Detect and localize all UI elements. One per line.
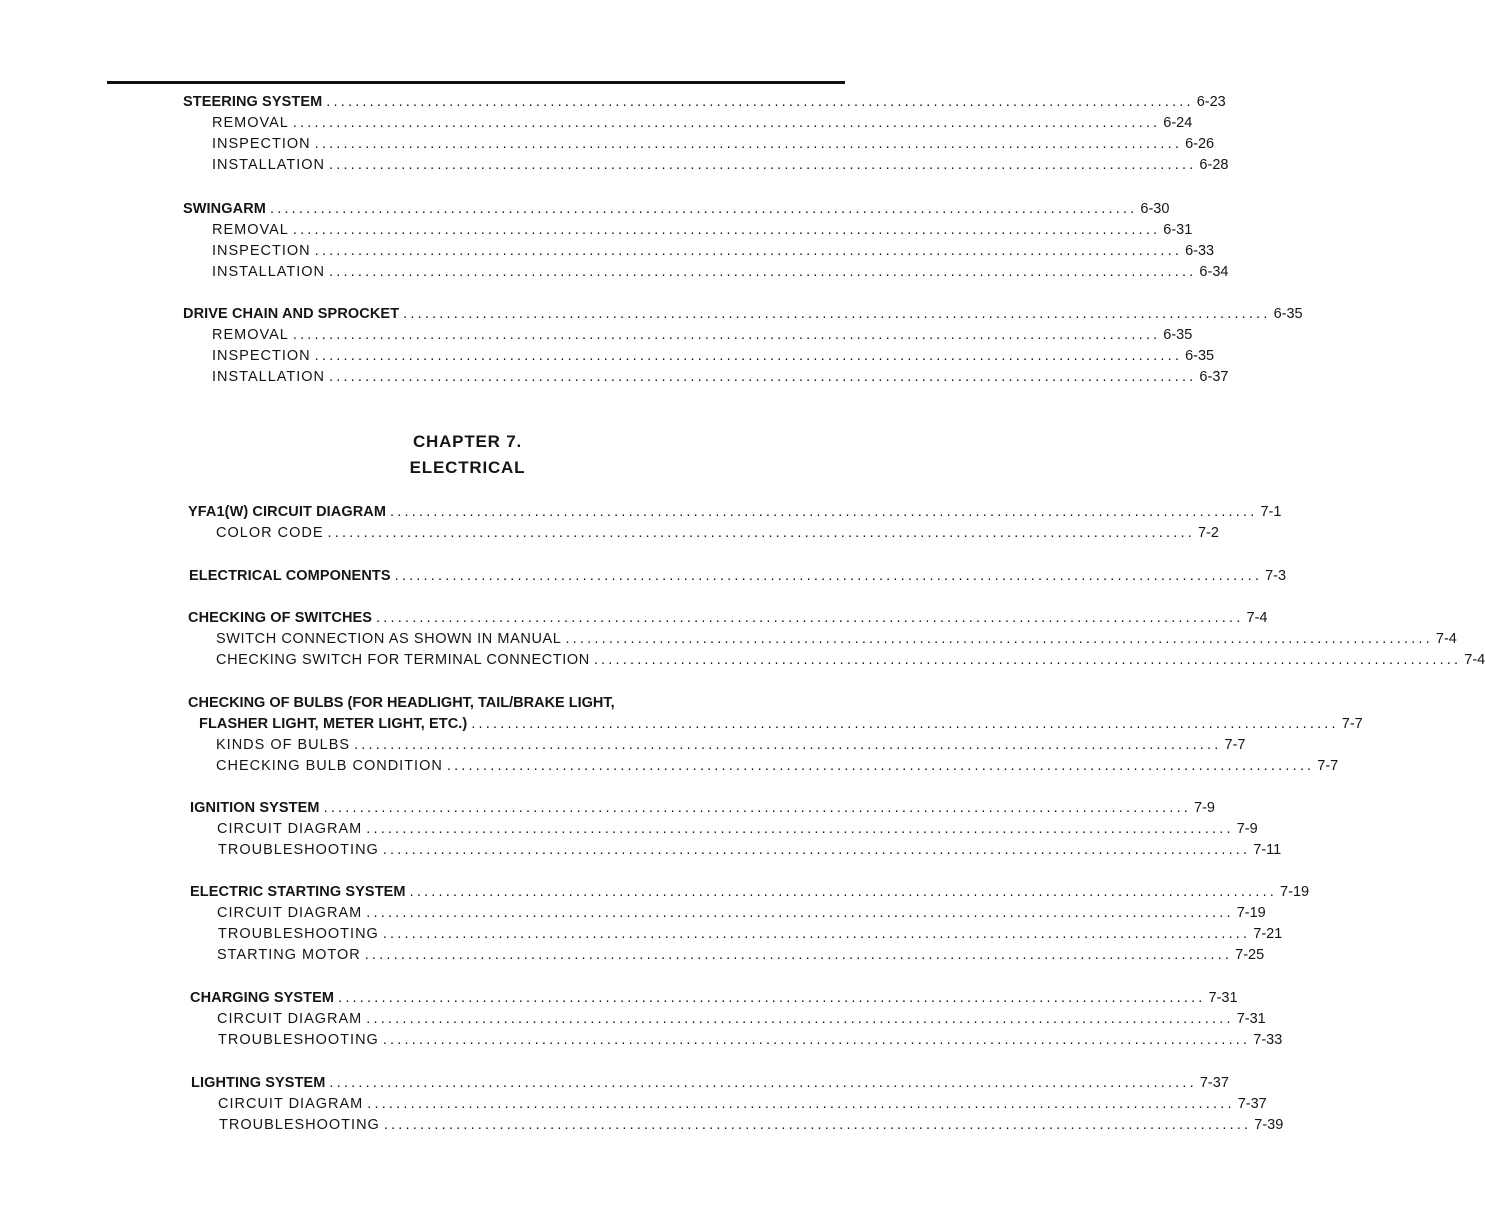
dot-leader: ........................................................................................................................	[366, 905, 1234, 921]
dot-leader: ........................................................................................................................	[292, 115, 1161, 131]
dot-leader: ........................................................................................................................	[390, 504, 1258, 520]
toc-page-number: 6-26	[1185, 136, 1215, 152]
toc-subitem-label: CIRCUIT DIAGRAM	[218, 1096, 364, 1112]
toc-subitem-label: TROUBLESHOOTING	[218, 926, 379, 942]
toc-subitem-label: KINDS OF BULBS	[216, 737, 351, 753]
dot-leader: ........................................................................................................................	[403, 306, 1271, 322]
dot-leader: ........................................................................................................................	[314, 348, 1183, 364]
toc-subitem-row[interactable]	[219, 1115, 1284, 1136]
toc-page-number: 7-7	[1224, 737, 1246, 753]
toc-section-lighting-system	[191, 1073, 1284, 1136]
toc-page-number: 6-24	[1163, 115, 1193, 131]
toc-subitem-row[interactable]	[212, 262, 1229, 283]
toc-subitem-label: REMOVAL	[212, 327, 289, 343]
toc-page-number: 6-33	[1185, 243, 1215, 259]
toc-page-number: 7-9	[1236, 821, 1258, 837]
dot-leader: ........................................................................................................................	[328, 157, 1197, 173]
dot-leader: ........................................................................................................................	[593, 652, 1462, 668]
toc-subitem-label: REMOVAL	[212, 222, 289, 238]
toc-subitem-row[interactable]	[212, 113, 1193, 134]
toc-page-number: 7-31	[1236, 1011, 1266, 1027]
dot-leader: ........................................................................................................................	[314, 243, 1183, 259]
toc-section-drive-chain	[183, 304, 1303, 388]
dot-leader: ........................................................................................................................	[292, 327, 1161, 343]
dot-leader: ........................................................................................................................	[383, 1117, 1252, 1133]
toc-subitem-label: REMOVAL	[212, 115, 289, 131]
toc-subitem-label: INSTALLATION	[212, 264, 325, 280]
toc-subitem-row[interactable]	[216, 523, 1219, 544]
toc-heading-title: YFA1(W) CIRCUIT DIAGRAM	[188, 504, 387, 520]
toc-subitem-row[interactable]	[216, 650, 1485, 671]
toc-subitem-row[interactable]	[217, 903, 1266, 924]
toc-heading-row[interactable]	[183, 304, 1303, 325]
dot-leader: ........................................................................................................................	[565, 631, 1433, 647]
toc-subitem-row[interactable]	[212, 325, 1193, 346]
toc-subitem-row[interactable]	[216, 629, 1457, 650]
dot-leader: ........................................................................................................................	[366, 1011, 1234, 1027]
dot-leader: ........................................................................................................................	[314, 136, 1183, 152]
toc-heading-row[interactable]	[188, 502, 1282, 523]
toc-section-ignition-system	[190, 798, 1282, 861]
toc-section-swingarm	[183, 199, 1229, 283]
toc-heading-title: CHECKING OF SWITCHES	[188, 610, 373, 626]
dot-leader: ........................................................................................................................	[328, 264, 1197, 280]
toc-heading-row[interactable]	[183, 199, 1170, 220]
toc-page-number: 6-34	[1199, 264, 1229, 280]
toc-subitem-row[interactable]	[218, 1094, 1267, 1115]
toc-page-number: 7-21	[1253, 926, 1283, 942]
toc-subitem-row[interactable]	[218, 924, 1283, 945]
toc-subitem-label: INSTALLATION	[212, 369, 325, 385]
toc-subitem-row[interactable]	[217, 1009, 1266, 1030]
toc-heading-title: DRIVE CHAIN AND SPROCKET	[183, 306, 400, 322]
toc-subitem-label: INSPECTION	[212, 348, 311, 364]
dot-leader: ........................................................................................................................	[292, 222, 1161, 238]
dot-leader: ........................................................................................................................	[376, 610, 1244, 626]
dot-leader: ........................................................................................................................	[366, 821, 1234, 837]
toc-subitem-label: STARTING MOTOR	[217, 947, 361, 963]
dot-leader: ........................................................................................................................	[326, 94, 1194, 110]
toc-heading-row[interactable]	[183, 92, 1226, 113]
toc-page-number: 7-39	[1254, 1117, 1284, 1133]
dot-leader: ........................................................................................................................	[329, 1075, 1197, 1091]
toc-subitem-row[interactable]	[212, 367, 1229, 388]
toc-subitem-row[interactable]	[212, 155, 1229, 176]
toc-subitem-label: INSPECTION	[212, 136, 311, 152]
toc-page-number: 7-7	[1317, 758, 1339, 774]
toc-page-number: 6-30	[1140, 201, 1170, 217]
toc-page-number: 6-35	[1273, 306, 1303, 322]
dot-leader: ........................................................................................................................	[382, 926, 1251, 942]
toc-heading-line[interactable]: CHECKING OF BULBS (FOR HEADLIGHT, TAIL/BRAKE LIGHT,	[188, 695, 615, 711]
toc-subitem-label: INSTALLATION	[212, 157, 325, 173]
toc-page-number: 6-23	[1196, 94, 1226, 110]
dot-leader: ........................................................................................................................	[382, 1032, 1251, 1048]
toc-page-number: 7-3	[1265, 568, 1287, 584]
toc-subitem-row[interactable]	[216, 735, 1246, 756]
toc-page-number: 6-28	[1199, 157, 1229, 173]
toc-page-number: 7-37	[1199, 1075, 1229, 1091]
toc-page-number: 7-4	[1464, 652, 1485, 668]
toc-subitem-row[interactable]	[218, 1030, 1283, 1051]
toc-page-number: 7-2	[1197, 525, 1219, 541]
toc-heading-row[interactable]	[199, 714, 1363, 735]
toc-heading-row[interactable]	[189, 566, 1287, 587]
toc-heading-title: SWINGARM	[183, 201, 266, 217]
toc-page-number: 7-25	[1235, 947, 1265, 963]
toc-section-checking-switches	[188, 608, 1485, 671]
toc-heading-row[interactable]	[188, 608, 1268, 629]
toc-page-number: 6-31	[1163, 222, 1193, 238]
toc-subitem-label: CIRCUIT DIAGRAM	[217, 905, 363, 921]
toc-heading-row[interactable]	[190, 882, 1310, 903]
toc-subitem-label: CIRCUIT DIAGRAM	[217, 821, 363, 837]
toc-subitem-label: COLOR CODE	[216, 525, 324, 541]
toc-heading-row[interactable]	[190, 988, 1238, 1009]
toc-page-number: 7-4	[1246, 610, 1268, 626]
toc-heading-title: FLASHER LIGHT, METER LIGHT, ETC.)	[199, 716, 468, 732]
toc-subitem-label: CHECKING BULB CONDITION	[216, 758, 443, 774]
chapter-title: ELECTRICAL	[409, 458, 526, 477]
toc-subitem-row[interactable]	[212, 346, 1215, 367]
dot-leader: ........................................................................................................................	[364, 947, 1233, 963]
toc-heading-title: ELECTRIC STARTING SYSTEM	[190, 884, 406, 900]
toc-subitem-label: CIRCUIT DIAGRAM	[217, 1011, 363, 1027]
toc-subitem-row[interactable]	[212, 241, 1215, 262]
toc-subitem-label: TROUBLESHOOTING	[219, 1117, 380, 1133]
dot-leader: ........................................................................................................................	[327, 525, 1195, 541]
dot-leader: ........................................................................................................................	[323, 800, 1192, 816]
top-rule	[107, 81, 845, 84]
toc-subitem-label: TROUBLESHOOTING	[218, 1032, 379, 1048]
toc-heading-title: CHARGING SYSTEM	[190, 990, 335, 1006]
toc-subitem-label: SWITCH CONNECTION AS SHOWN IN MANUAL	[216, 631, 562, 647]
dot-leader: ........................................................................................................................	[328, 369, 1197, 385]
toc-page-number: 7-7	[1341, 716, 1363, 732]
toc-page-number: 7-4	[1435, 631, 1457, 647]
toc-heading-title: ELECTRICAL COMPONENTS	[189, 568, 391, 584]
toc-subitem-row[interactable]	[212, 220, 1193, 241]
toc-section-electric-starting	[190, 882, 1310, 966]
toc-page-number: 7-11	[1253, 842, 1282, 858]
toc-heading-title: IGNITION SYSTEM	[190, 800, 320, 816]
dot-leader: ........................................................................................................................	[394, 568, 1263, 584]
dot-leader: ........................................................................................................................	[269, 201, 1138, 217]
toc-subitem-label: TROUBLESHOOTING	[218, 842, 379, 858]
chapter-number: CHAPTER 7.	[412, 432, 523, 451]
toc-page-number: 7-31	[1208, 990, 1238, 1006]
toc-page-number: 6-35	[1163, 327, 1193, 343]
dot-leader: ........................................................................................................................	[367, 1096, 1235, 1112]
toc-subitem-row[interactable]	[218, 840, 1282, 861]
toc-page-number: 7-9	[1194, 800, 1215, 816]
toc-subitem-label: CHECKING SWITCH FOR TERMINAL CONNECTION	[216, 652, 590, 668]
dot-leader: ........................................................................................................................	[409, 884, 1278, 900]
toc-page-number: 6-35	[1185, 348, 1215, 364]
toc-subitem-label: INSPECTION	[212, 243, 311, 259]
toc-heading-row[interactable]	[190, 798, 1215, 819]
dot-leader: ........................................................................................................................	[382, 842, 1251, 858]
toc-page-number: 7-19	[1236, 905, 1266, 921]
toc-subitem-row[interactable]	[216, 756, 1339, 777]
toc-section-electrical-components	[189, 566, 1287, 587]
toc-page-number: 7-37	[1237, 1096, 1267, 1112]
toc-section-circuit-diagram	[188, 502, 1282, 544]
toc-heading-title: STEERING SYSTEM	[183, 94, 323, 110]
dot-leader: ........................................................................................................................	[446, 758, 1315, 774]
toc-page-number: 6-37	[1199, 369, 1229, 385]
toc-section-steering-system	[183, 92, 1229, 176]
toc-section-checking-bulbs	[188, 693, 1363, 777]
toc-section-charging-system	[190, 988, 1283, 1051]
toc-page-number: 7-33	[1253, 1032, 1283, 1048]
toc-heading-title: LIGHTING SYSTEM	[191, 1075, 326, 1091]
toc-subitem-row[interactable]	[217, 945, 1265, 966]
toc-page-number: 7-19	[1280, 884, 1310, 900]
toc-heading-row[interactable]	[191, 1073, 1229, 1094]
dot-leader: ........................................................................................................................	[471, 716, 1339, 732]
toc-page-number: 7-1	[1260, 504, 1282, 520]
toc-subitem-row[interactable]	[212, 134, 1215, 155]
dot-leader: ........................................................................................................................	[338, 990, 1206, 1006]
toc-subitem-row[interactable]	[217, 819, 1258, 840]
dot-leader: ........................................................................................................................	[354, 737, 1222, 753]
